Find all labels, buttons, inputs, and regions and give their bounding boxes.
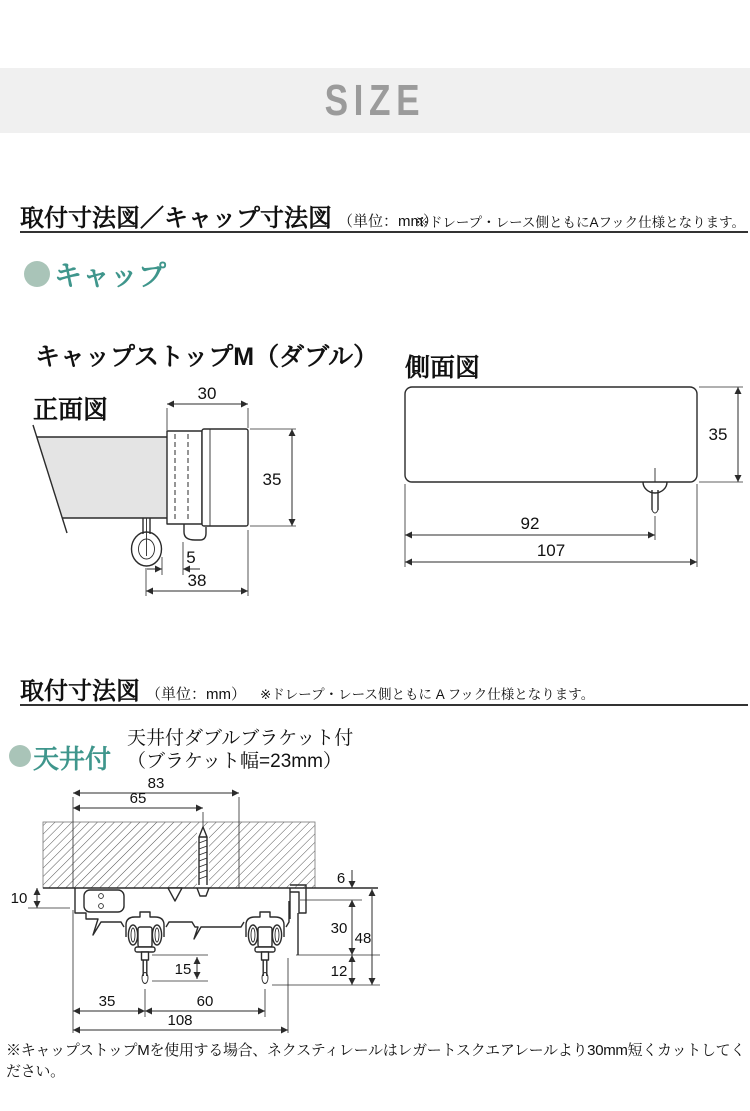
- runner-front: [126, 912, 164, 984]
- section2-unit: （単位：mm）: [146, 686, 246, 703]
- section1-rule: [20, 231, 748, 233]
- dim-left-margin: 35: [98, 993, 116, 1010]
- section1-unit: （単位：mm）: [338, 213, 438, 230]
- side-dim-height: 35: [708, 425, 728, 444]
- ceiling-mount-diagram: [0, 775, 400, 1045]
- dim-bracket-span: 83: [147, 775, 165, 792]
- side-view-drawing: [395, 340, 750, 575]
- banner-title: SIZE: [324, 75, 426, 125]
- size-banner: [0, 68, 750, 133]
- screw: [197, 827, 209, 896]
- dim-total-height: 48: [354, 930, 372, 947]
- cap-category-label: キャップ: [54, 260, 167, 291]
- side-hook: [643, 482, 667, 493]
- ceiling-subtitle-line2: （ブラケット幅=23mm）: [127, 751, 342, 772]
- cap-stop-subtitle: キャップストップM（ダブル）: [35, 343, 379, 371]
- front-view-label: 正面図: [33, 396, 109, 424]
- section1-heading: 取付寸法図／キャップ寸法図: [20, 205, 332, 232]
- front-dim-cap-width: 30: [197, 384, 217, 403]
- ceiling-subtitle-line1: 天井付ダブルブラケット付: [127, 728, 354, 749]
- front-view-drawing: [20, 385, 320, 610]
- ceiling-hatch: [43, 822, 315, 888]
- dim-rail-height: 30: [330, 920, 348, 937]
- ceiling-subtitle: [127, 727, 353, 773]
- front-dim-total-width: 38: [187, 571, 207, 590]
- dim-left-depth: 10: [10, 890, 28, 907]
- ceiling-bullet-icon: [9, 745, 31, 767]
- side-view-label: 側面図: [405, 354, 481, 382]
- dim-hook-drop: 12: [330, 963, 348, 980]
- section2-heading: 取付寸法図: [20, 678, 140, 705]
- dim-total-width: 108: [167, 1012, 193, 1029]
- front-dim-inset: 5: [186, 548, 196, 567]
- side-view-diagram: [395, 340, 750, 575]
- dim-runner-pitch: 60: [196, 993, 214, 1010]
- ceiling-category-label: 天井付: [33, 744, 112, 774]
- section2-note: ※ドレープ・レース側ともに A フック仕様となります。: [260, 687, 595, 702]
- front-dim-height: 35: [262, 470, 282, 489]
- section2-rule: [20, 704, 748, 706]
- section1-note: ※ドレープ・レース側ともにAフック仕様となります。: [415, 215, 745, 230]
- dim-ceiling-gap: 6: [336, 870, 346, 887]
- side-dim-total-length: 107: [536, 541, 566, 560]
- runner-rear: [246, 912, 284, 984]
- footnote: ※キャップストップMを使用する場合、ネクスティレールはレガートスクエアレールより30mm短くカットしてください。: [6, 1042, 746, 1080]
- cap-bullet-icon: [24, 261, 50, 287]
- dim-screw-offset: 65: [129, 790, 147, 807]
- ceiling-mount-drawing: [0, 775, 400, 1045]
- side-dim-hook-offset: 92: [520, 514, 540, 533]
- front-view-diagram: [20, 385, 320, 610]
- section2-header: [20, 671, 594, 706]
- dim-pin-length: 15: [174, 961, 192, 978]
- cap-body: [405, 387, 697, 482]
- section1-header: [20, 198, 438, 233]
